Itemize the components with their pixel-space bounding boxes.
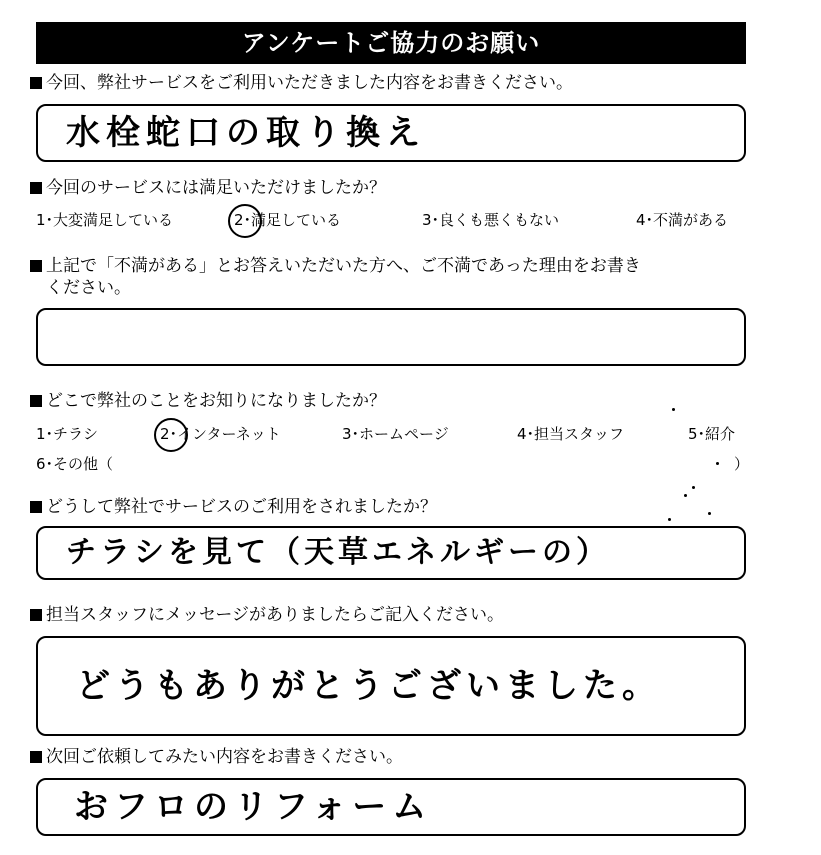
ink-speck	[684, 494, 687, 497]
survey-title: アンケートご協力のお願い	[36, 22, 746, 64]
answer-6-handwriting: どうもありがとうございました。	[76, 666, 661, 706]
square-bullet-icon	[30, 751, 42, 763]
answer-box-5[interactable]	[36, 526, 746, 580]
question-6	[30, 604, 504, 626]
question-4	[30, 390, 386, 412]
question-7	[30, 746, 403, 768]
square-bullet-icon	[30, 395, 42, 407]
answer-box-3[interactable]	[36, 308, 746, 366]
square-bullet-icon	[30, 77, 42, 89]
q4-option-2[interactable]: 2･インターネット	[160, 425, 281, 443]
ink-speck	[708, 512, 711, 515]
q4-selected-circle	[154, 418, 188, 452]
q2-option-4[interactable]: 4･不満がある	[636, 211, 729, 229]
q2-option-2[interactable]: 2･満足している	[234, 211, 342, 229]
question-2-text: 今回のサービスには満足いただけましたか？	[46, 178, 386, 198]
q4-option-3[interactable]: 3･ホームページ	[342, 425, 449, 443]
question-3-text-line1: 上記で「不満がある」とお答えいただいた方へ、ご不満であった理由をお書き	[46, 256, 641, 276]
q4-option-1[interactable]: 1･チラシ	[36, 425, 99, 443]
question-1	[30, 72, 573, 94]
q4-option-5[interactable]: 5･紹介	[688, 425, 736, 443]
q4-option-6-label[interactable]: 6･その他（	[36, 455, 114, 473]
answer-box-1[interactable]	[36, 104, 746, 162]
q4-option-4[interactable]: 4･担当スタッフ	[517, 425, 625, 443]
question-2	[30, 177, 386, 199]
ink-speck	[668, 518, 671, 521]
square-bullet-icon	[30, 182, 42, 194]
question-1-text: 今回、弊社サービスをご利用いただきました内容をお書きください。	[46, 73, 573, 93]
answer-1-handwriting: 水栓蛇口の取り換え	[66, 113, 426, 153]
answer-box-7[interactable]	[36, 778, 746, 836]
question-3-text-line2: ください。	[46, 278, 131, 298]
square-bullet-icon	[30, 609, 42, 621]
question-4-text: どこで弊社のことをお知りになりましたか？	[46, 391, 386, 411]
q2-selected-circle	[228, 204, 262, 238]
answer-7-handwriting: おフロのリフォーム	[74, 787, 433, 827]
q4-option-6-close: ）	[734, 455, 750, 473]
ink-speck	[692, 486, 695, 489]
question-7-text: 次回ご依頼してみたい内容をお書きください。	[46, 747, 403, 767]
q2-option-1[interactable]: 1･大変満足している	[36, 211, 174, 229]
q2-option-3[interactable]: 3･良くも悪くもない	[422, 211, 560, 229]
ink-speck	[672, 408, 675, 411]
ink-speck	[716, 462, 719, 465]
square-bullet-icon	[30, 260, 42, 272]
question-5	[30, 496, 437, 518]
question-5-text: どうして弊社でサービスのご利用をされましたか？	[46, 497, 437, 517]
answer-box-6[interactable]	[36, 636, 746, 736]
question-3	[30, 255, 750, 299]
question-6-text: 担当スタッフにメッセージがありましたらご記入ください。	[46, 605, 504, 625]
square-bullet-icon	[30, 501, 42, 513]
answer-5-handwriting: チラシを見て（天草エネルギーの）	[66, 535, 610, 570]
